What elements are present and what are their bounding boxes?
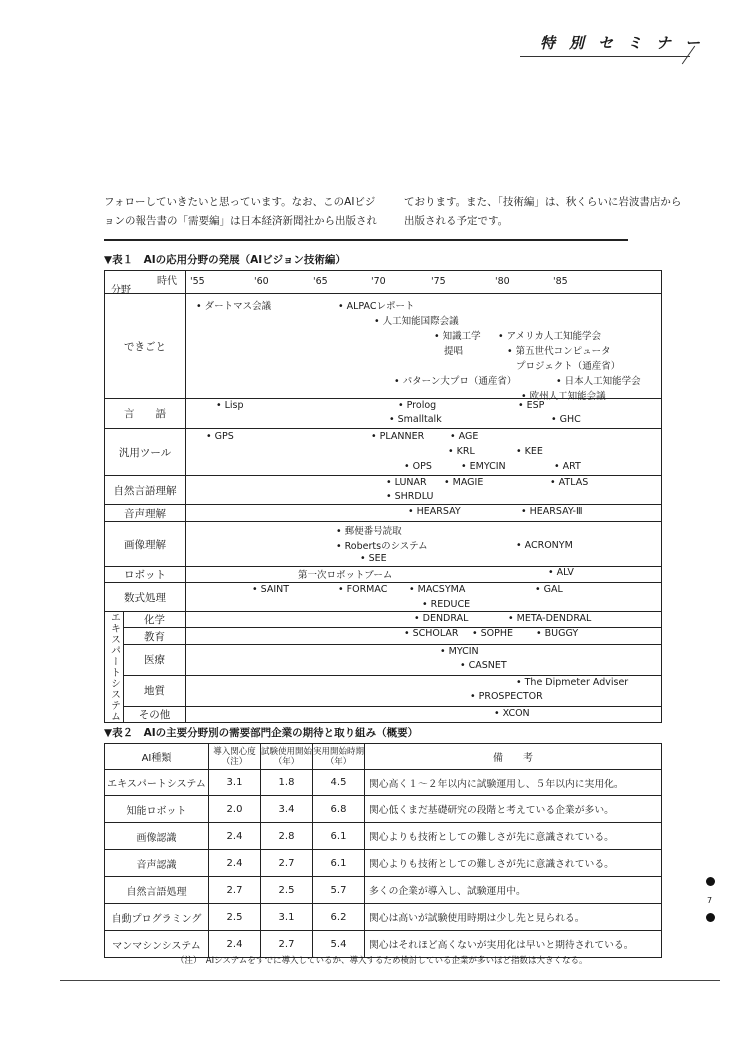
education-item: • SCHOLAR [404,628,459,640]
image-item: • Robertsのシステム [336,541,428,552]
trial-start-cell: 1.8 [261,770,313,796]
year-label: '70 [371,276,386,287]
remarks-cell: 関心よりも技術としての難しさが先に意識されている。 [365,823,662,850]
tool-item: • AGE [450,431,479,442]
ai-type-cell: マンマシンシステム [105,931,209,958]
geology-cell [186,675,662,706]
year-label: '75 [431,276,446,287]
speech-item: • HEARSAY-Ⅲ [521,506,583,517]
tool-item: • ART [554,461,581,472]
year-label: '65 [313,276,328,287]
language-item: • Smalltalk [389,414,442,425]
trial-start-cell: 2.7 [261,931,313,958]
image-item: • ACRONYM [516,540,573,551]
speech-cell [186,505,662,522]
language-item: • GHC [551,414,581,425]
nlp-item: • SHRDLU [386,491,434,502]
practical-start-cell: 6.1 [313,823,365,850]
event-item: 提唱 [444,346,464,357]
remarks-cell: 関心低くまだ基礎研究の段階と考えている企業が多い。 [365,796,662,823]
row-label-image: 画像理解 [105,522,186,567]
language-item: • ESP [518,400,545,411]
table-row [105,877,662,904]
math-item: • MACSYMA [409,584,466,595]
table1-era-header: 時代 [157,276,177,287]
practical-start-cell: 6.2 [313,904,365,931]
medical-cell [186,644,662,675]
table2-label: ▼表２ AIの主要分野別の需要部門企業の期待と取り組み（概要） [104,727,419,739]
event-item: • ダートマス会議 [196,301,272,312]
table2-footnote: （注） AIシステムをすでに導入しているか、導入するため検討している企業が多いほど指数は大きくなる。 [176,956,588,966]
margin-dot-bottom [706,913,715,922]
intro-right-line-1: ております。また、「技術編」は、秋くらいに岩波書店から [404,196,682,208]
math-item: • REDUCE [422,599,471,610]
header-remarks: 備 考 [365,744,662,770]
chemistry-cell [186,612,662,628]
practical-start-cell: 4.5 [313,770,365,796]
row-label-geology: 地質 [124,675,186,706]
table1-corner-header [105,271,186,294]
ai-type-cell: エキスパートシステム [105,770,209,796]
event-item: • ALPACレポート [338,301,415,312]
header-interest: 導入関心度（注） [209,744,261,770]
interest-cell: 2.5 [209,904,261,931]
education-cell [186,628,662,644]
practical-start-cell: 5.4 [313,931,365,958]
intro-left-line-2: ョンの報告書の「需要編」は日本経済新聞社から出版され [104,215,377,227]
interest-cell: 2.7 [209,877,261,904]
row-label-speech: 音声理解 [105,505,186,522]
table2-header-row [105,744,662,770]
math-item: • GAL [535,584,563,595]
ai-application-timeline-table [104,270,662,723]
year-label: '80 [495,276,510,287]
language-item: • Prolog [398,400,437,411]
event-item: • 欧州人工知能会議 [521,391,606,402]
year-label: '85 [553,276,568,287]
header-ai-type: AI種類 [105,744,209,770]
remarks-cell: 関心は高いが試験使用時期は少し先と見られる。 [365,904,662,931]
event-item: • 知識工学 [434,331,481,342]
practical-start-cell: 6.1 [313,850,365,877]
tool-item: • GPS [206,431,234,442]
event-item: • 日本人工知能学会 [556,376,641,387]
math-item: • SAINT [252,584,290,595]
nlp-item: • MAGIE [444,477,484,488]
interest-cell: 2.0 [209,796,261,823]
tool-item: • PLANNER [371,431,425,442]
row-label-other: その他 [124,706,186,722]
row-label-tools: 汎用ツール [105,429,186,476]
robot-cell [186,567,662,583]
math-cell [186,583,662,612]
events-cell [186,294,662,402]
header-practical-start: 実用開始時期（年） [313,744,365,770]
table-row [105,850,662,877]
trial-start-cell: 2.5 [261,877,313,904]
year-label: '60 [254,276,269,287]
other-cell [186,706,662,722]
interest-cell: 2.4 [209,850,261,877]
remarks-cell: 関心よりも技術としての難しさが先に意識されている。 [365,850,662,877]
ai-type-cell: 音声認識 [105,850,209,877]
languages-cell [186,399,662,429]
row-label-languages: 言 語 [105,399,186,429]
robot-item: 第一次ロボットブーム [298,570,393,581]
language-item: • Lisp [216,400,244,411]
header-title: 特別セミナー [540,34,715,52]
event-item: • 第五世代コンピュータ [507,346,611,357]
trial-start-cell: 2.7 [261,850,313,877]
practical-start-cell: 6.8 [313,796,365,823]
row-label-chemistry: 化学 [124,612,186,628]
other-item: • XCON [494,707,530,719]
event-item: プロジェクト（通産省） [516,361,621,372]
remarks-cell: 多くの企業が導入し、試験運用中。 [365,877,662,904]
ai-type-cell: 画像認識 [105,823,209,850]
nlp-item: • ATLAS [550,477,589,488]
ai-type-cell: 知能ロボット [105,796,209,823]
chemistry-item: • META-DENDRAL [508,613,592,624]
robot-item: • ALV [548,567,574,578]
ai-demand-expectations-table [104,743,662,958]
image-cell [186,522,662,567]
row-label-nlp: 自然言語理解 [105,476,186,505]
row-label-expert-systems [105,612,124,723]
table1-year-axis [186,271,662,294]
tool-item: • KEE [516,446,543,457]
remarks-cell: 関心はそれほど高くないが実用化は早いと期待されている。 [365,931,662,958]
table-row [105,770,662,796]
geology-item: • PROSPECTOR [470,690,543,702]
table-row [105,796,662,823]
interest-cell: 3.1 [209,770,261,796]
trial-start-cell: 2.8 [261,823,313,850]
interest-cell: 2.4 [209,823,261,850]
geology-item: • The Dipmeter Adviser [516,676,629,688]
row-label-medical: 医療 [124,644,186,675]
trial-start-cell: 3.1 [261,904,313,931]
table-row [105,823,662,850]
table-row [105,904,662,931]
event-item: • パターン大プロ（通産省） [394,376,517,387]
header-trial-start: 試験使用開始（年） [261,744,313,770]
footer-rule [60,980,720,981]
speech-item: • HEARSAY [408,506,461,517]
year-label: '55 [190,276,205,287]
image-item: • 郵便番号読取 [336,526,402,537]
tools-cell [186,429,662,476]
ai-type-cell: 自動プログラミング [105,904,209,931]
tool-item: • EMYCIN [461,461,506,472]
remarks-cell: 関心高く１〜２年以内に試験運用し、５年以内に実用化。 [365,770,662,796]
interest-cell: 2.4 [209,931,261,958]
image-item: • SEE [360,553,387,564]
table1-field-header: 分野 [111,285,131,296]
math-item: • FORMAC [338,584,388,595]
page-number: 7 [707,896,713,905]
chemistry-item: • DENDRAL [414,613,469,624]
nlp-item: • LUNAR [386,477,427,488]
section-rule [104,239,628,241]
intro-right-line-2: 出版される予定です。 [404,215,509,227]
table1-label: ▼表１ AIの応用分野の発展（AIビジョン技術編） [104,254,346,266]
intro-left-line-1: フォローしていきたいと思っています。なお、このAIビジ [104,196,376,208]
tool-item: • KRL [448,446,475,457]
header-rule [520,56,690,57]
tool-item: • OPS [404,461,432,472]
trial-start-cell: 3.4 [261,796,313,823]
row-label-robot: ロボット [105,567,186,583]
row-label-math: 数式処理 [105,583,186,612]
education-item: • BUGGY [536,628,579,640]
event-item: • 人工知能国際会議 [374,316,459,327]
margin-dot-top [706,877,715,886]
expert-systems-vertical-label: エキスパートシステム [108,612,120,722]
ai-type-cell: 自然言語処理 [105,877,209,904]
nlp-cell [186,476,662,505]
event-item: • アメリカ人工知能学会 [498,331,601,342]
practical-start-cell: 5.7 [313,877,365,904]
row-label-education: 教育 [124,628,186,644]
medical-item: • CASNET [460,659,507,671]
education-item: • SOPHE [472,628,514,640]
row-label-events: できごと [105,294,186,399]
medical-item: • MYCIN [440,645,479,657]
